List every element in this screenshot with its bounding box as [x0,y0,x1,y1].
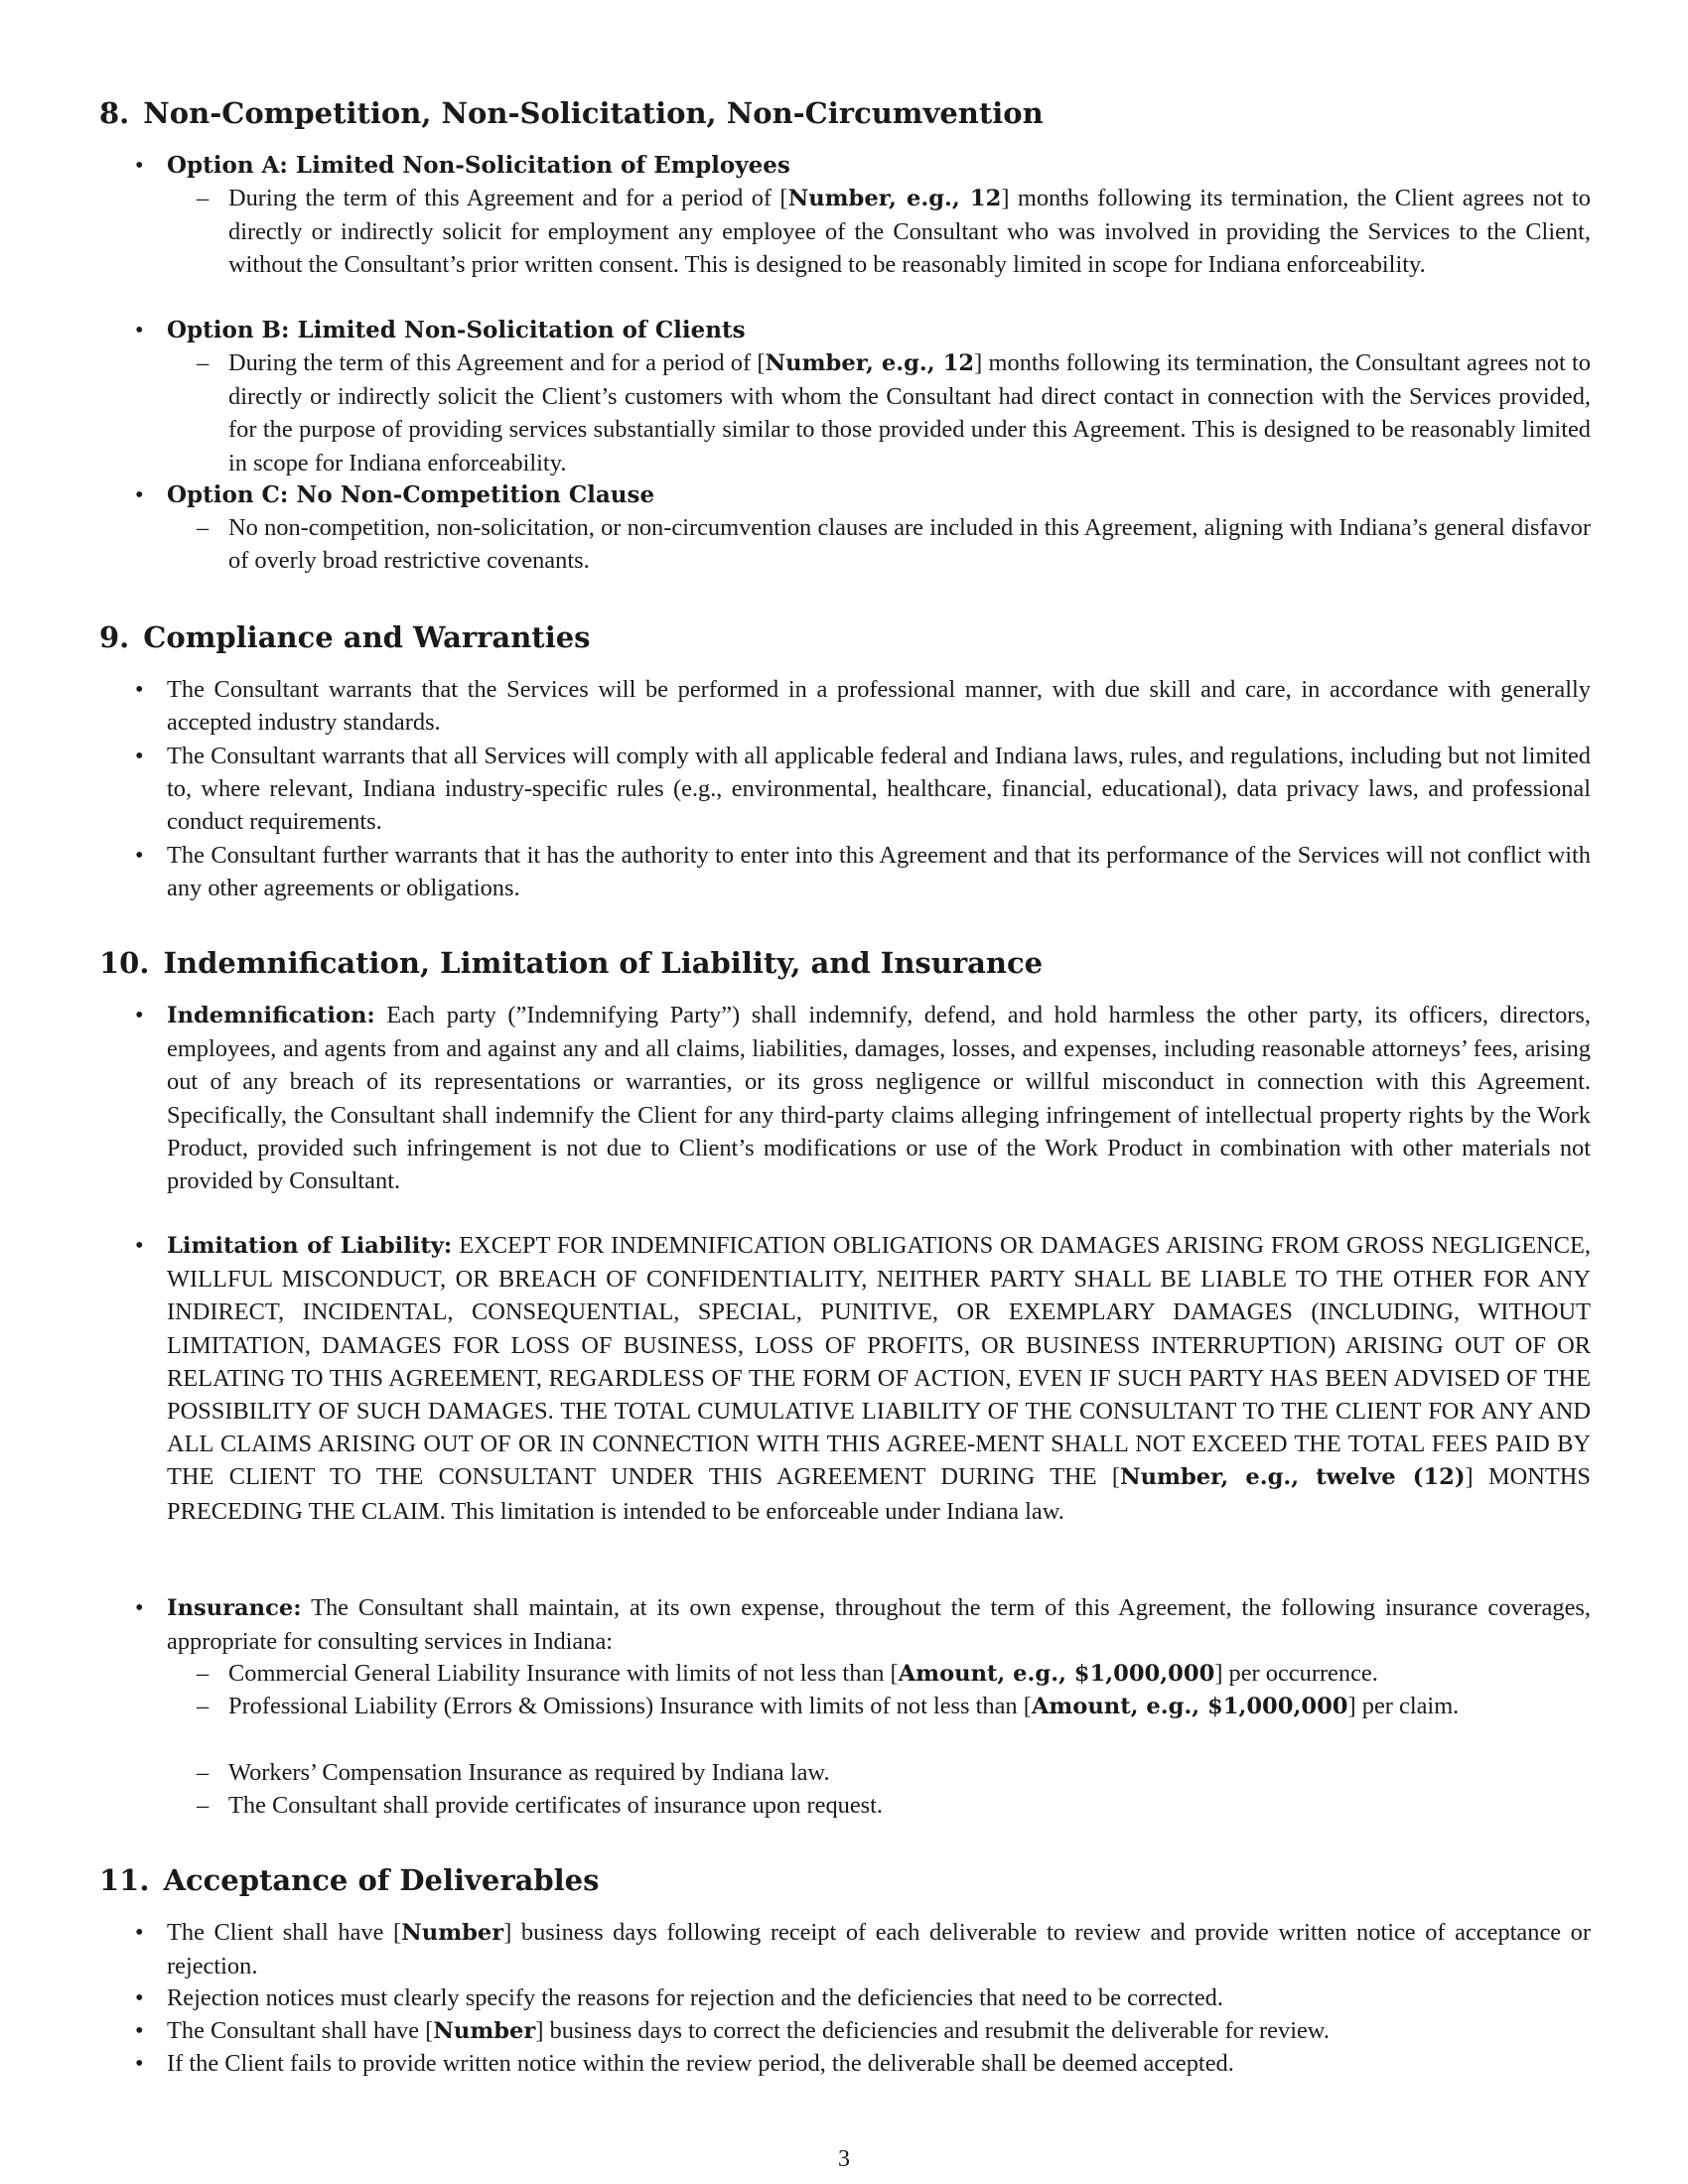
text: Commercial General Liability Insurance with limits of not less than [ [228,1660,899,1687]
text: ] months following its termination, the Client agrees not to directly or indirectly solicit for employment any employee of the Consultant who was involved in providing the Services to the Client, without the Consultant’s prior written consent. This is designed to be reasonably limited in scope for Indiana enforceability. [228,185,1591,279]
section-number: 9. [99,620,130,654]
section-title: Compliance and Warranties [143,620,591,654]
acceptance-item-4: If the Client fails to provide written notice within the review period, the deliverable shall be deemed accepted. [167,2050,1234,2077]
text: Each party (”Indemnifying Party”) shall indemnify, defend, and hold harmless the other party, its officers, directors, employees, and agents from and against any and all claims, liabilities, damages, losses, and expenses, including reasonable attorneys’ fees, arising out of any breach of its representations or warranties, or its gross negligence or willful misconduct in connection with this Agreement. Specifically, the Consultant shall indemnify the Client for any third-party claims alleging infringement of intellectual property rights by the Work Product, provided such infringement is not due to Client’s modifications or use of the Work Product in combination with other materials not provided by Consultant. [167,1002,1591,1195]
option-a-title: Option A: Limited Non-Solicitation of Employees [167,152,790,179]
bullet-marker: • [135,1984,144,2011]
bullet-marker: • [135,1232,144,1259]
placeholder-bold: Number [401,1920,504,1946]
option-a-text [228,182,1591,282]
section-heading-9 [99,619,591,655]
bullet-marker: • [135,1002,144,1028]
text: The Client shall have [ [167,1919,402,1946]
acceptance-item-2: Rejection notices must clearly specify the reasons for rejection and the deficiencies that need to be corrected. [167,1984,1223,2011]
placeholder-bold: Number, e.g., 12 [787,186,1002,211]
section-number: 11. [99,1863,150,1897]
text: ] per occurrence. [1214,1660,1378,1687]
bullet-marker: • [135,743,144,769]
text: During the term of this Agreement and for a period of [ [228,349,766,376]
insurance-item-1 [228,1657,1378,1691]
bullet-marker: • [135,842,144,869]
text: EXCEPT FOR INDEMNIFICATION OBLIGATIONS OR DAMAGES ARISING FROM GROSS NEGLIGENCE, WILLFUL MISCONDUCT, OR BREACH OF CONFIDENTIALITY, NEITHER PARTY SHALL BE LIABLE TO THE OTHER FOR ANY INDIRECT, INCIDENTAL, CONSEQUENTIAL, SPECIAL, PUNITIVE, OR EXEMPLARY DAMAGES (INCLUDING, WITHOUT LIMITATION, DAMAGES FOR LOSS OF BUSINESS, LOSS OF PROFITS, OR BUSINESS INTERRUPTION) ARISING OUT OF OR RELATING TO THIS AGREEMENT, REGARDLESS OF THE FORM OF ACTION, EVEN IF SUCH PARTY HAS BEEN ADVISED OF THE POSSIBILITY OF SUCH DAMAGES. THE TOTAL CUMULATIVE LIABILITY OF THE CONSULTANT TO THE CLIENT FOR ANY AND ALL CLAIMS ARISING OUT OF OR IN CONNECTION WITH THIS AGREE-MENT SHALL NOT EXCEED THE TOTAL FEES PAID BY THE CLIENT TO THE CONSULTANT UNDER THIS AGREEMENT DURING THE [ [167,1232,1591,1491]
text: The Consultant shall maintain, at its own expense, throughout the term of this Agreement, the following insurance coverages, appropriate for consulting services in Indiana: [167,1594,1591,1656]
dash-marker: – [197,1660,210,1687]
text: Professional Liability (Errors & Omissions) Insurance with limits of not less than [ [228,1693,1032,1719]
text: ] per claim. [1347,1693,1460,1719]
warranty-item-1: The Consultant warrants that the Services will be performed in a professional manner, with due skill and care, in accordance with generally accepted industry standards. [167,676,1591,737]
page-number: 3 [838,2146,850,2172]
text: ] MONTHS PRECEDING THE CLAIM. This limitation is intended to be enforceable under Indiana law. [167,1463,1591,1525]
bullet-marker: • [135,1594,144,1621]
dash-marker: – [197,349,210,376]
section-title: Non-Competition, Non-Solicitation, Non-Circumvention [143,96,1044,130]
indemnification-text [167,999,1591,1197]
placeholder-bold: Number, e.g., twelve (12) [1119,1464,1466,1491]
bullet-marker: • [135,676,144,703]
bullet-marker: • [135,2017,144,2044]
placeholder-bold: Number, e.g., 12 [765,350,975,376]
option-b-text [228,346,1591,479]
text: ] business days following receipt of each deliverable to review and provide written notice of acceptance or rejection. [167,1919,1591,1980]
document-page [99,0,1591,2184]
insurance-item-3: Workers’ Compensation Insurance as required by Indiana law. [228,1759,830,1786]
limitation-label: Limitation of Liability: [167,1233,453,1259]
bullet-marker: • [135,2050,144,2077]
bullet-marker: • [135,152,144,179]
bullet-marker: • [135,1919,144,1946]
text: The Consultant shall have [ [167,2017,434,2044]
insurance-label: Insurance: [167,1595,302,1621]
dash-marker: – [197,1759,210,1786]
section-title: Indemnification, Limitation of Liability, and Insurance [163,946,1044,980]
placeholder-bold: Number [433,2018,536,2044]
section-number: 8. [99,96,130,130]
bullet-marker: • [135,481,144,508]
insurance-item-4: The Consultant shall provide certificates of insurance upon request. [228,1792,884,1819]
section-title: Acceptance of Deliverables [163,1863,600,1897]
bullet-marker: • [135,317,144,343]
text: During the term of this Agreement and for a period of [ [228,185,788,211]
dash-marker: – [197,1693,210,1719]
acceptance-item-1 [167,1916,1591,1982]
section-heading-11 [99,1862,599,1898]
acceptance-item-3 [167,2014,1330,2048]
indemnification-label: Indemnification: [167,1003,375,1028]
section-heading-8 [99,95,1044,131]
dash-marker: – [197,1792,210,1819]
option-c-title: Option C: No Non-Competition Clause [167,481,655,508]
option-b-title: Option B: Limited Non-Solicitation of Clients [167,317,746,343]
warranty-item-3: The Consultant further warrants that it has the authority to enter into this Agreement and that its performance of the Services will not conflict with any other agreements or obligations. [167,842,1591,902]
dash-marker: – [197,514,210,541]
section-heading-10 [99,945,1043,981]
insurance-text [167,1591,1591,1658]
text: ] business days to correct the deficiencies and resubmit the deliverable for review. [535,2017,1330,2044]
section-number: 10. [99,946,150,980]
placeholder-bold: Amount, e.g., $1,000,000 [1031,1694,1348,1719]
warranty-item-2: The Consultant warrants that all Services will comply with all applicable federal and Indiana laws, rules, and regulations, including but not limited to, where relevant, Indiana industry-specific rules (e.g., environmental, healthcare, financial, educational), data privacy laws, and professional conduct requirements. [167,743,1591,836]
option-c-text: No non-competition, non-solicitation, or non-circumvention clauses are included in this Agreement, aligning with Indiana’s general disfavor of overly broad restrictive covenants. [228,514,1591,575]
placeholder-bold: Amount, e.g., $1,000,000 [898,1661,1215,1687]
text: ] months following its termination, the Consultant agrees not to directly or indirectly solicit the Client’s customers with whom the Consultant had direct contact in connection with the Services provided, for the purpose of providing services substantially similar to those provided under this Agreement. This is designed to be reasonably limited in scope for Indiana enforceability. [228,349,1591,477]
dash-marker: – [197,185,210,211]
insurance-item-2 [228,1690,1591,1723]
limitation-of-liability-text [167,1229,1591,1528]
